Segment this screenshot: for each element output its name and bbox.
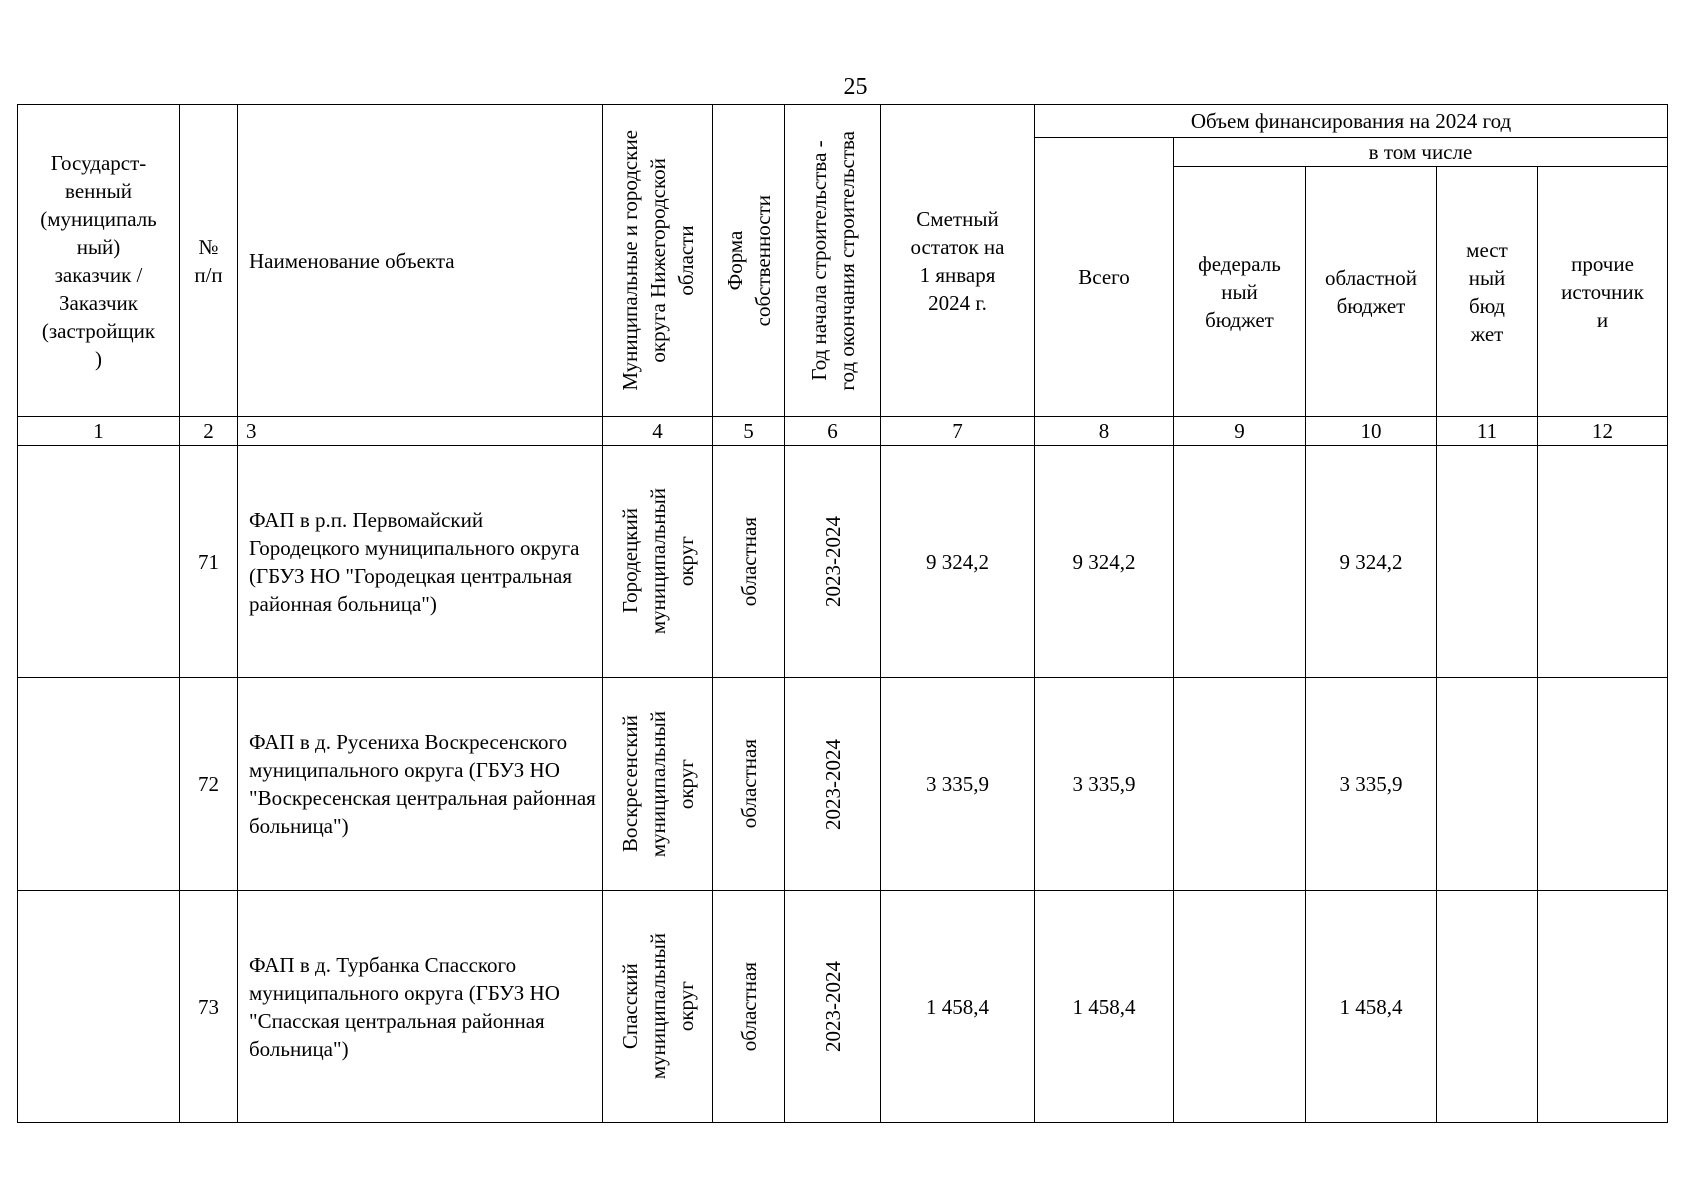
header-number: № п/п <box>180 105 238 417</box>
column-number: 4 <box>603 417 713 446</box>
cell-years <box>785 446 881 678</box>
column-number: 8 <box>1035 417 1174 446</box>
header-estimate: Сметный остаток на 1 января 2024 г. <box>881 105 1035 417</box>
cell-object-name: ФАП в р.п. Первомайский Городецкого муниципального округа (ГБУЗ НО "Городецкая центральная районная больница") <box>238 446 603 678</box>
column-number: 9 <box>1174 417 1306 446</box>
cell-customer <box>18 891 180 1123</box>
cell-years-text: 2023-2024 <box>820 738 845 830</box>
column-number: 12 <box>1538 417 1668 446</box>
cell-ownership-text: областная <box>736 961 761 1052</box>
column-number: 6 <box>785 417 881 446</box>
cell-ownership <box>713 446 785 678</box>
column-number: 2 <box>180 417 238 446</box>
column-number: 5 <box>713 417 785 446</box>
header-customer: Государст- венный (муниципаль ный) заказчик / Заказчик (застройщик ) <box>18 105 180 417</box>
cell-ownership <box>713 678 785 891</box>
header-federal: федераль ный бюджет <box>1174 167 1306 417</box>
cell-municipal-text: Воскресенский муниципальный округ <box>617 710 698 858</box>
cell-estimate: 9 324,2 <box>881 446 1035 678</box>
header-years <box>785 105 881 417</box>
header-local: мест ный бюд жет <box>1437 167 1538 417</box>
cell-municipal <box>603 446 713 678</box>
column-number: 7 <box>881 417 1035 446</box>
cell-customer <box>18 446 180 678</box>
column-number: 1 <box>18 417 180 446</box>
cell-estimate: 1 458,4 <box>881 891 1035 1123</box>
investment-table <box>17 104 1668 1123</box>
cell-years <box>785 891 881 1123</box>
cell-other <box>1538 891 1668 1123</box>
header-regional: областной бюджет <box>1306 167 1437 417</box>
cell-regional: 9 324,2 <box>1306 446 1437 678</box>
cell-local <box>1437 446 1538 678</box>
cell-total: 1 458,4 <box>1035 891 1174 1123</box>
cell-other <box>1538 678 1668 891</box>
cell-regional: 1 458,4 <box>1306 891 1437 1123</box>
header-other: прочие источник и <box>1538 167 1668 417</box>
cell-ownership <box>713 891 785 1123</box>
cell-local <box>1437 678 1538 891</box>
page-number: 25 <box>843 74 868 100</box>
header-including: в том числе <box>1174 138 1668 167</box>
cell-other <box>1538 446 1668 678</box>
cell-number: 73 <box>180 891 238 1123</box>
cell-municipal-text: Городецкий муниципальный округ <box>617 488 698 635</box>
cell-number: 71 <box>180 446 238 678</box>
cell-federal <box>1174 891 1306 1123</box>
header-municipal-text: Муниципальные и городские округа Нижегородской области <box>617 130 698 391</box>
cell-local <box>1437 891 1538 1123</box>
cell-number: 72 <box>180 678 238 891</box>
cell-customer <box>18 678 180 891</box>
header-years-text: Год начала строительства - год окончания строительства <box>806 130 859 391</box>
column-number: 11 <box>1437 417 1538 446</box>
cell-federal <box>1174 678 1306 891</box>
cell-federal <box>1174 446 1306 678</box>
header-funding-title: Объем финансирования на 2024 год <box>1035 105 1668 138</box>
header-ownership <box>713 105 785 417</box>
column-number: 3 <box>238 417 603 446</box>
cell-municipal-text: Спасский муниципальный округ <box>617 933 698 1080</box>
table-row <box>18 891 1668 1123</box>
table-row <box>18 678 1668 891</box>
cell-estimate: 3 335,9 <box>881 678 1035 891</box>
cell-object-name: ФАП в д. Русениха Воскресенского муниципального округа (ГБУЗ НО "Воскресенская центральная районная больница") <box>238 678 603 891</box>
cell-years-text: 2023-2024 <box>820 961 845 1052</box>
cell-ownership-text: областная <box>736 739 761 829</box>
cell-municipal <box>603 678 713 891</box>
table-row <box>18 446 1668 678</box>
cell-object-name: ФАП в д. Турбанка Спасского муниципального округа (ГБУЗ НО "Спасская центральная районная больница") <box>238 891 603 1123</box>
header-ownership-text: Форма собственности <box>722 194 775 327</box>
cell-total: 3 335,9 <box>1035 678 1174 891</box>
header-object-name: Наименование объекта <box>238 105 603 417</box>
cell-years <box>785 678 881 891</box>
cell-ownership-text: областная <box>736 516 761 607</box>
cell-total: 9 324,2 <box>1035 446 1174 678</box>
header-total: Всего <box>1035 138 1174 417</box>
column-number: 10 <box>1306 417 1437 446</box>
column-numbers-row <box>18 417 1668 446</box>
cell-municipal <box>603 891 713 1123</box>
cell-regional: 3 335,9 <box>1306 678 1437 891</box>
header-municipal <box>603 105 713 417</box>
cell-years-text: 2023-2024 <box>820 516 845 607</box>
